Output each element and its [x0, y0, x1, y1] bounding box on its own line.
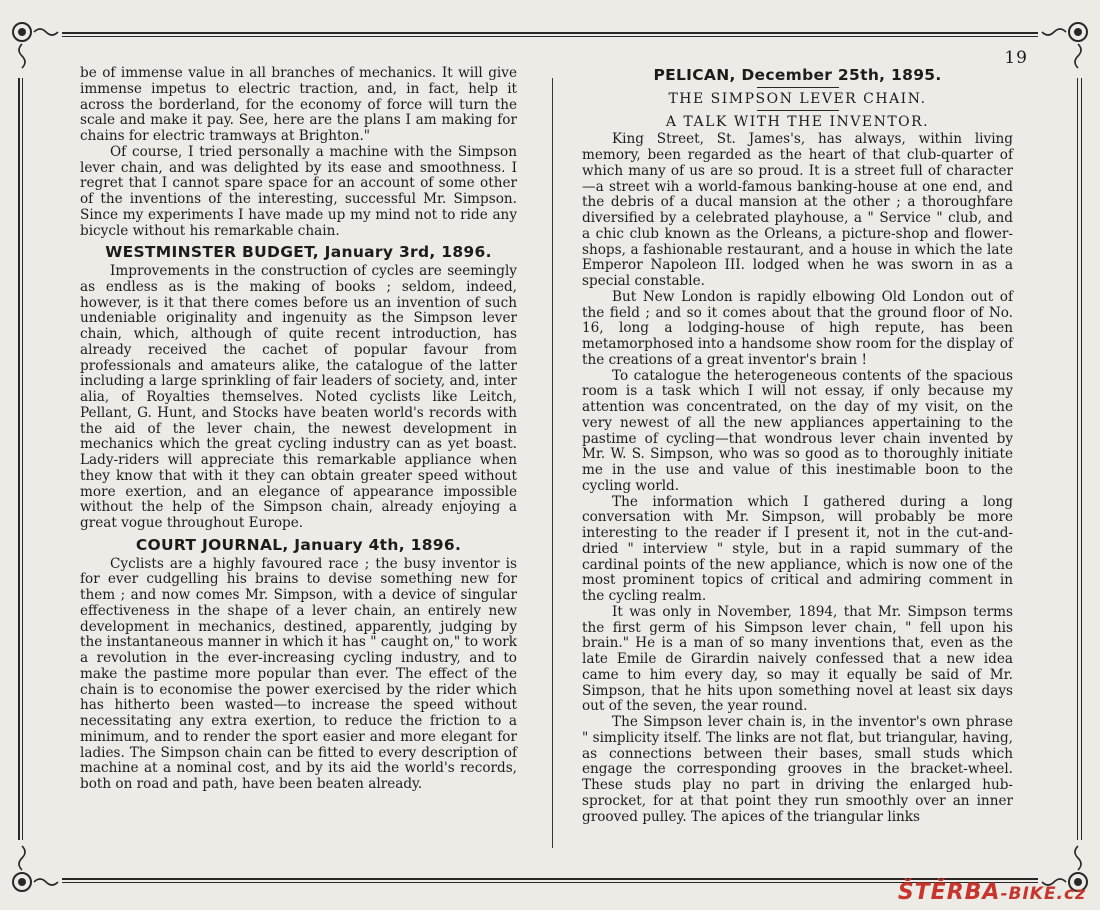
- article-subtitle: A TALK WITH THE INVENTOR.: [665, 113, 930, 130]
- paragraph: But New London is rapidly elbowing Old London out of the field ; and so it comes about that the ground floor of No. 16, long a lodging-house of high repute, has been metamorphosed into a handsome show room for the display of the creations of a great inventor's brain !: [582, 288, 1013, 368]
- right-column: [582, 66, 1013, 825]
- short-rule: [757, 110, 839, 111]
- section-heading-pelican: PELICAN, December 25th, 1895.: [653, 66, 942, 84]
- border-top-rule-inner: [62, 36, 1038, 37]
- short-rule: [757, 87, 839, 88]
- paragraph: King Street, St. James's, has always, within living memory, been regarded as the heart of that club-quarter of which many of us are so proud. It is a street full of character—a street wih a world-famous banking-house at one end, and the debris of a ducal mansion at the other ; a thoroughfare diversified by a celebrated playhouse, a " Service " club, and a chic club known as the Orleans, a picture-shop and flower-shops, a fashionable restaurant, and a house in which the late Emperor Napoleon III. lodged when he was sworn in as a special constable.: [582, 131, 1013, 289]
- paragraph: Improvements in the construction of cycles are seemingly as endless as is the making of books ; seldom, indeed, however, is it that there comes before us an invention of such undeniable originality and ingenuity as the Simpson lever chain, which, although of quite recent introduction, has already received the cachet of popular favour from professionals and amateurs alike, the catalogue of the latter including a large sprinkling of fair leaders of society, and, inter alia, of Royalties themselves. Noted cyclists like Leitch, Pellant, G. Hunt, and Stocks have beaten world's records with the aid of the lever chain, the newest development in mechanics which the great cycling industry can as yet boast. Lady-riders will appreciate this remarkable appliance when they know that with it they can obtain greater speed without more exertion, and an elegance of appearance impossible without the help of the Simpson chain, already enjoying a great vogue throughout Europe.: [80, 263, 517, 531]
- site-watermark: [898, 880, 1086, 905]
- border-left-rule: [18, 78, 20, 840]
- paragraph: Of course, I tried personally a machine with the Simpson lever chain, and was delighted by its ease and smoothness. I regret that I cannot spare space for an account of some other of the inventions of the interesting, successful Mr. Simpson. Since my experiments I have made up my mind not to ride any bicycle without his remarkable chain.: [80, 143, 517, 239]
- watermark-suffix: -BIKE.cz: [1000, 884, 1086, 904]
- left-column: [80, 66, 517, 793]
- border-bottom-rule: [62, 878, 1038, 880]
- paragraph: The information which I gathered during a long conversation with Mr. Simpson, will probably be more interesting to the reader if I present it, not in the cut-and-dried " interview " style, but in a rapid summary of the cardinal points of the new appliance, which is now one of the most prominent topics of critical and admiring comment in the cycling realm.: [582, 493, 1013, 604]
- section-heading-court-journal: COURT JOURNAL, January 4th, 1896.: [135, 535, 462, 554]
- paragraph: To catalogue the heterogeneous contents of the spacious room is a task which I will not essay, if only because my attention was concentrated, on the day of my visit, on the very newest of all the new appliances appertaining to the pastime of cycling—that wondrous lever chain invented by Mr. W. S. Simpson, who was so good as to thoroughly initiate me in the use and value of this inestimable boon to the cycling world.: [582, 367, 1013, 494]
- corner-ornament-icon: [1036, 14, 1096, 74]
- border-right-rule: [1081, 78, 1083, 840]
- continued-paragraph: be of immense value in all branches of mechanics. It will give immense impetus to electric traction, and, in fact, help it across the borderland, for the economy of force will turn the scale and make it pay. See, here are the plans I am making for chains for electric tramways at Brighton.": [80, 65, 517, 144]
- article-title: THE SIMPSON LEVER CHAIN.: [668, 90, 927, 107]
- paragraph: Cyclists are a highly favoured race ; the busy inventor is for ever cudgelling his brains to devise something new for them ; and now comes Mr. Simpson, with a device of singular effectiveness in the shape of a lever chain, an entirely new development in mechanics, destined, apparently, judging by the instantaneous manner in which it has " caught on," to work a revolution in the ever-increasing cycling industry, and to make the pastime more popular than ever. The effect of the chain is to economise the power exercised by the rider which has hitherto been wasted—to increase the speed without necessitating any extra exertion, to reduce the friction to a minimum, and to render the sport easier and more elegant for ladies. The Simpson chain can be fitted to every description of machine at a nominal cost, and by its aid the world's records, both on road and path, have been beaten already.: [80, 555, 517, 792]
- corner-ornament-icon: [4, 14, 64, 74]
- border-left-rule-inner: [22, 78, 23, 840]
- paragraph: It was only in November, 1894, that Mr. Simpson terms the first germ of his Simpson lever chain, " fell upon his brain." He is a man of so many inventions that, even as the late Emile de Girardin naively confessed that a new idea came to him every day, so may it equally be said of Mr. Simpson, that he hits upon something novel at least six days out of the seven, the year round.: [582, 603, 1013, 715]
- corner-ornament-icon: [4, 842, 64, 902]
- section-heading-westminster-budget: WESTMINSTER BUDGET, January 3rd, 1896.: [105, 243, 492, 262]
- watermark-main: ŠTĚRBA: [897, 880, 1001, 905]
- paragraph: The Simpson lever chain is, in the inventor's own phrase " simplicity itself. The links are not flat, but triangular, having, as connections between their bases, small studs which engage the corresponding grooves in the bracket-wheel. These studs play no part in driving the enlarged hub-sprocket, for at that point they run smoothly over an inner grooved pulley. The apices of the triangular links: [582, 714, 1013, 825]
- border-top-rule: [62, 32, 1038, 34]
- page-number: 19: [1004, 48, 1028, 68]
- column-divider: [552, 78, 553, 848]
- border-bottom-rule-inner: [62, 882, 1038, 883]
- border-right-rule-inner: [1077, 78, 1078, 840]
